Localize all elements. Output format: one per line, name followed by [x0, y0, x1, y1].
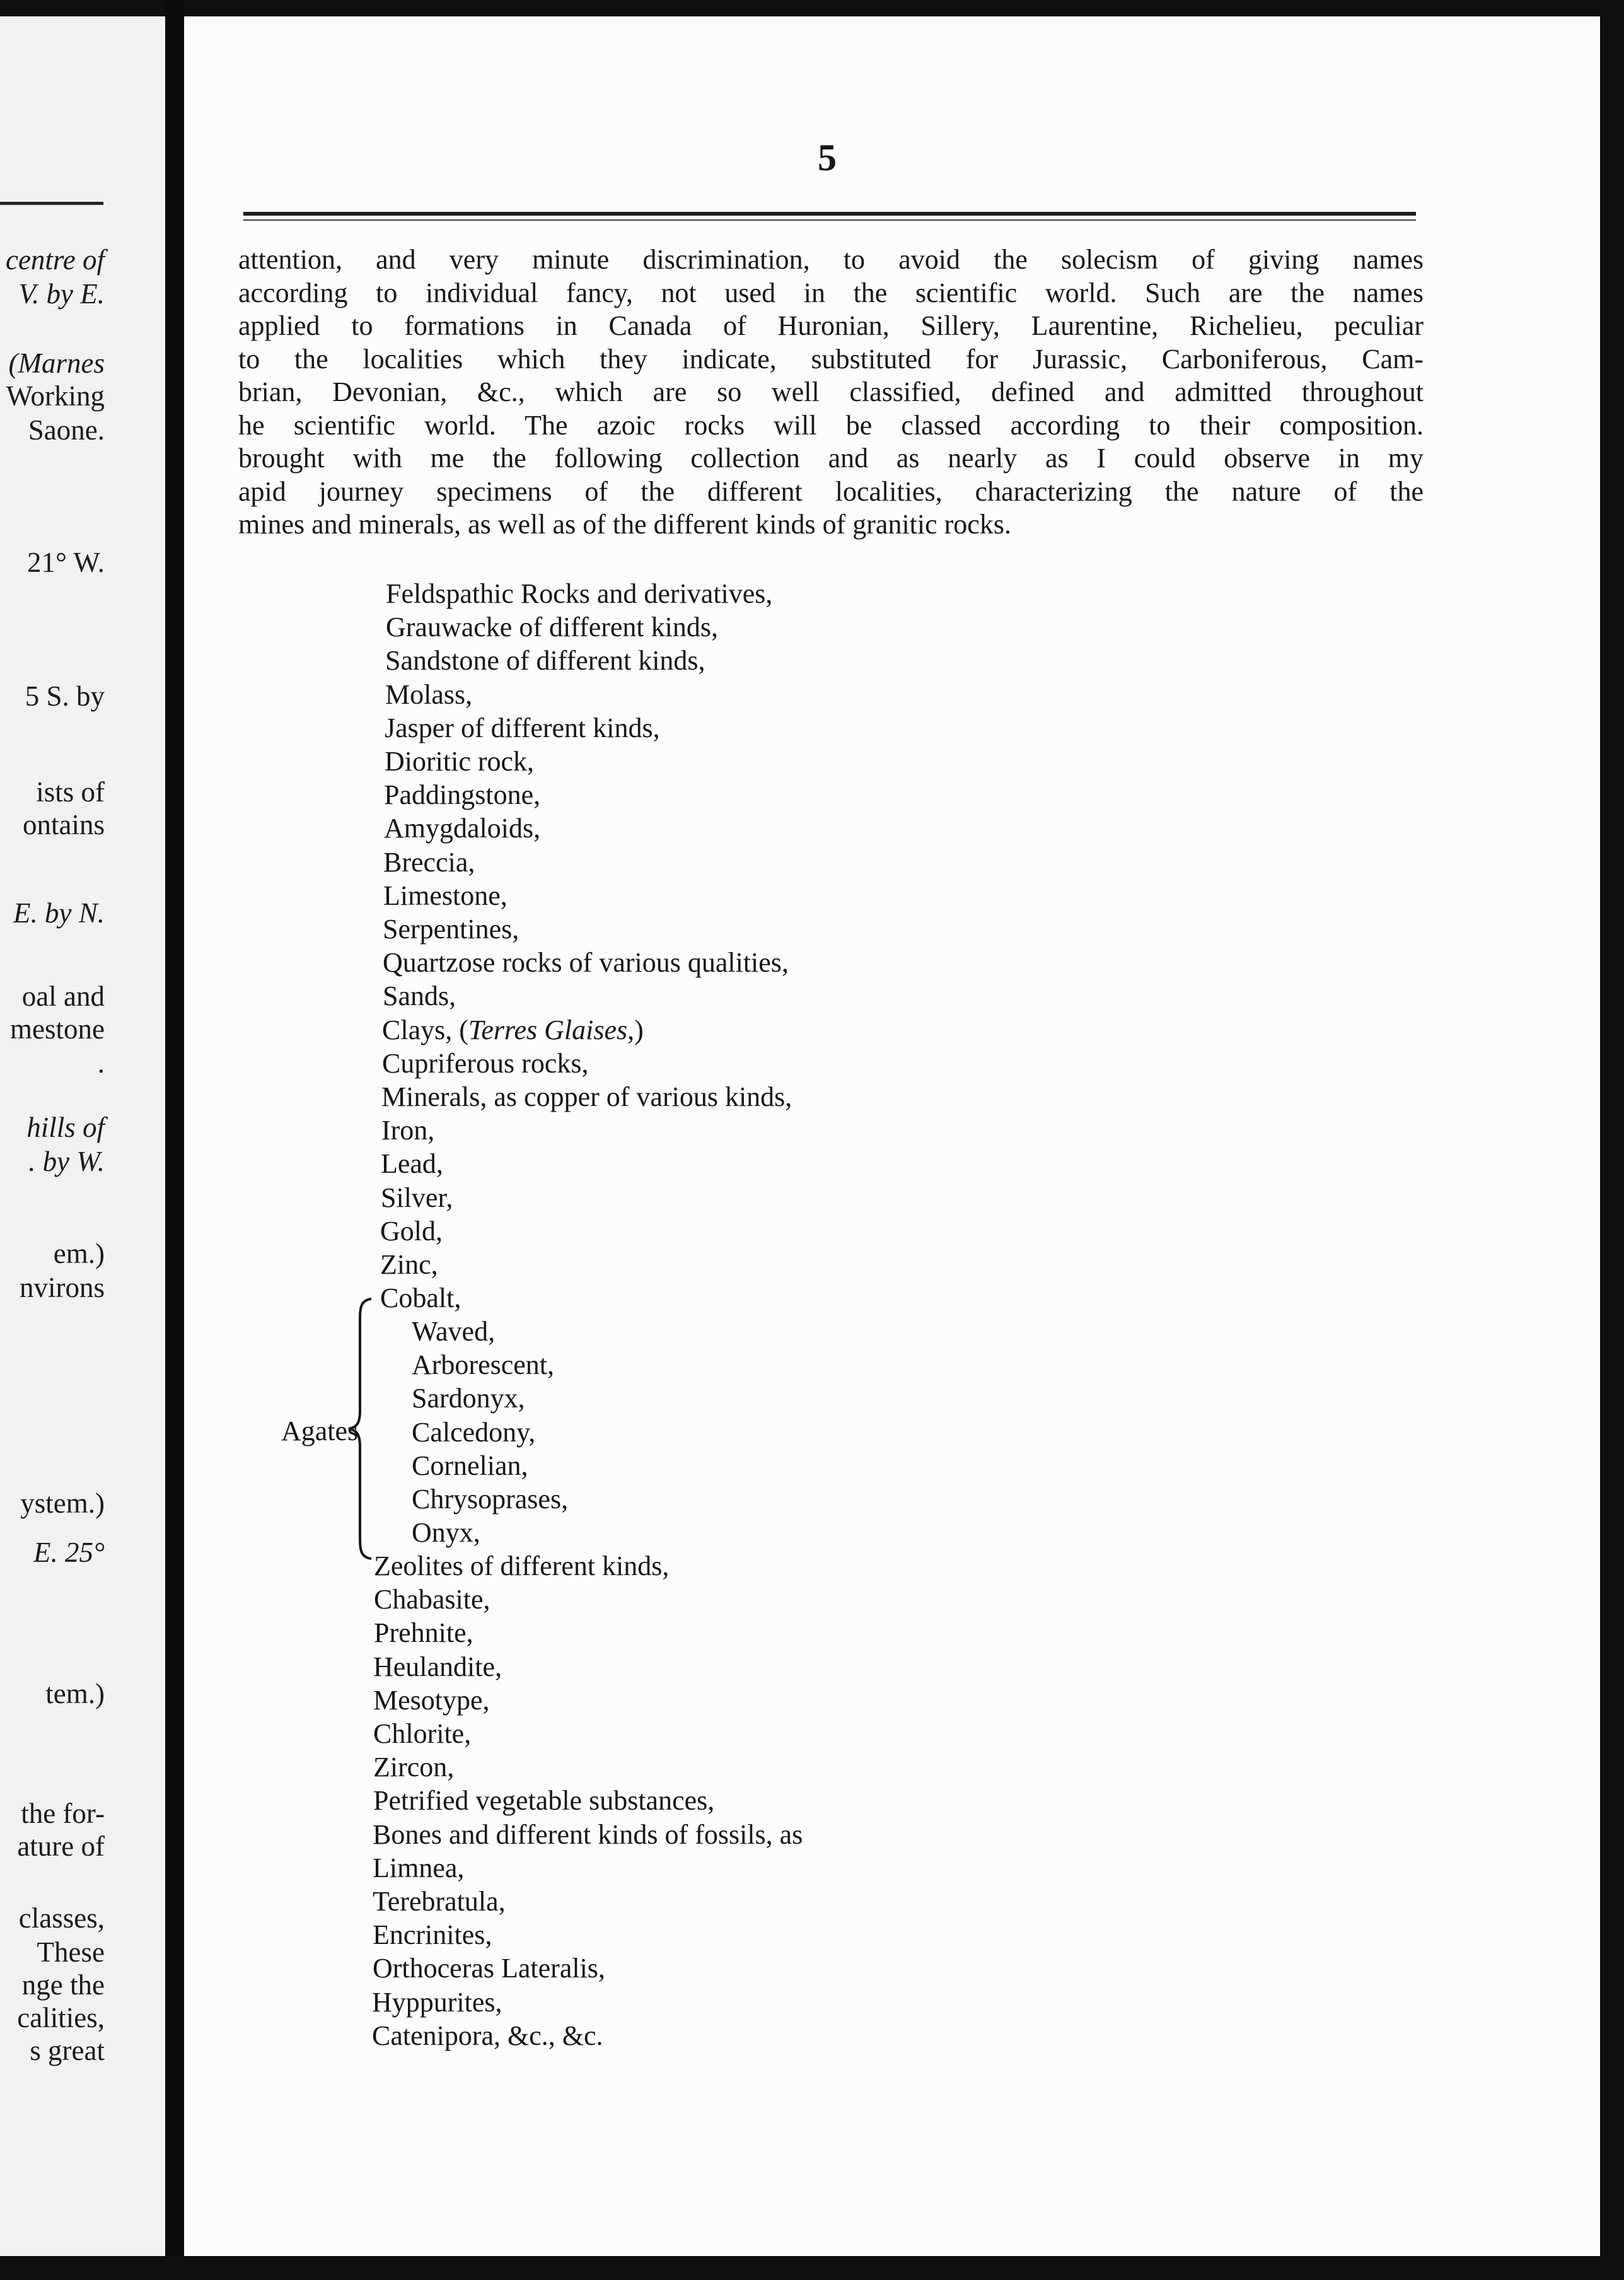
- previous-page-fragment: oal and: [21, 980, 105, 1012]
- specimen-list-item: Molass,: [385, 679, 473, 710]
- previous-page-fragment: Saone.: [28, 414, 105, 446]
- previous-page-fragment: the for-: [21, 1798, 105, 1829]
- specimen-list-item: Heulandite,: [373, 1651, 502, 1682]
- paragraph-line: to the localities which they indicate, substituted for Jurassic, Carboniferous, Cam-: [238, 343, 1424, 375]
- specimen-list-item: Bones and different kinds of fossils, as: [373, 1819, 803, 1850]
- specimen-list-item: Zircon,: [373, 1752, 455, 1783]
- specimen-list-item: Jasper of different kinds,: [385, 712, 660, 743]
- specimen-list-item: Onyx,: [412, 1517, 480, 1548]
- previous-page-fragment: Working: [6, 380, 105, 412]
- specimen-list-item: Petrified vegetable substances,: [373, 1785, 715, 1816]
- specimen-list-item: Arborescent,: [412, 1349, 555, 1380]
- specimen-list-item: Calcedony,: [412, 1417, 536, 1448]
- previous-page-fragment: V. by E.: [18, 278, 105, 310]
- previous-page-fragment: E. by N.: [13, 897, 105, 929]
- previous-page-fragment: nge the: [21, 1969, 105, 2001]
- paragraph-line: apid journey specimens of the different localities, characterizing the nature of the: [238, 475, 1424, 507]
- previous-page-fragment: em.): [53, 1238, 105, 1269]
- specimen-list-item: Clays, (Terres Glaises,): [382, 1015, 644, 1045]
- previous-page-fragment: ature of: [17, 1830, 105, 1862]
- specimen-list-item: Mesotype,: [373, 1685, 490, 1716]
- previous-page-fragment: classes,: [18, 1902, 105, 1934]
- paragraph-line: attention, and very minute discrimination, to avoid the solecism of giving names: [238, 244, 1424, 275]
- header-rule-thick: [243, 212, 1416, 216]
- previous-page-fragment: nvirons: [20, 1272, 105, 1303]
- specimen-list-item: Grauwacke of different kinds,: [386, 612, 718, 643]
- specimen-list-item: Limnea,: [373, 1852, 465, 1883]
- specimen-list-item: Feldspathic Rocks and derivatives,: [386, 578, 773, 609]
- paragraph-line: he scientific world. The azoic rocks will be classed according to their composition.: [238, 409, 1424, 441]
- previous-page-fragment: ists of: [36, 776, 105, 808]
- paragraph-line: mines and minerals, as well as of the different kinds of granitic rocks.: [238, 509, 1011, 540]
- specimen-list-item: Silver,: [381, 1182, 453, 1213]
- current-page: [184, 16, 1600, 2256]
- previous-page-fragment: These: [37, 1936, 105, 1968]
- previous-page-fragment: calities,: [17, 2002, 105, 2033]
- specimen-list-item: Serpentines,: [383, 914, 519, 945]
- specimen-list-item: Prehnite,: [374, 1617, 473, 1648]
- paragraph-line: according to individual fancy, not used in the scientific world. Such are the names: [238, 277, 1424, 308]
- previous-page-edge: [0, 16, 165, 2256]
- specimen-list-item: Iron,: [381, 1115, 435, 1146]
- specimen-list-item: Chabasite,: [374, 1584, 490, 1615]
- specimen-list-item: Sandstone of different kinds,: [385, 645, 705, 676]
- previous-page-fragment: s great: [30, 2035, 105, 2066]
- specimen-list-item: Dioritic rock,: [385, 746, 535, 777]
- specimen-list-item: Sands,: [383, 980, 456, 1011]
- previous-page-fragment: 5 S. by: [25, 680, 105, 712]
- book-gutter: [165, 0, 184, 2280]
- specimen-list-item: Terebratula,: [373, 1886, 506, 1917]
- specimen-list-item: Catenipora, &c., &c.: [372, 2020, 603, 2051]
- previous-page-header-rule: [0, 202, 103, 205]
- previous-page-fragment: (Marnes: [8, 347, 105, 379]
- previous-page-fragment: centre of: [5, 244, 105, 276]
- previous-page-fragment: hills of: [26, 1112, 105, 1143]
- previous-page-fragment: .: [97, 1047, 105, 1079]
- previous-page-fragment: ystem.): [20, 1487, 105, 1519]
- specimen-list-item: Zeolites of different kinds,: [374, 1550, 670, 1581]
- specimen-list-item: Sardonyx,: [412, 1383, 525, 1414]
- specimen-list-item: Cornelian,: [412, 1450, 528, 1481]
- specimen-list-item: Chlorite,: [373, 1718, 472, 1749]
- specimen-list-item: Amygdaloids,: [384, 813, 541, 844]
- specimen-list-item: Lead,: [381, 1148, 443, 1179]
- previous-page-fragment: . by W.: [28, 1146, 105, 1177]
- specimen-list-item: Chrysoprases,: [412, 1484, 569, 1515]
- specimen-list-item: Cupriferous rocks,: [382, 1048, 589, 1079]
- paragraph-line: brian, Devonian, &c., which are so well classified, defined and admitted throughout: [238, 376, 1424, 407]
- specimen-list-item: Gold,: [380, 1216, 443, 1247]
- agates-label: Agates: [281, 1416, 359, 1446]
- scan-border-right: [1600, 0, 1624, 2280]
- previous-page-fragment: E. 25°: [33, 1537, 105, 1568]
- specimen-list-item: Hyppurites,: [372, 1987, 502, 2018]
- scan-border-bottom: [0, 2256, 1624, 2280]
- previous-page-fragment: ontains: [23, 809, 105, 840]
- page-number: 5: [818, 137, 837, 178]
- specimen-list-item: Waved,: [412, 1316, 496, 1347]
- specimen-list-item: Encrinites,: [373, 1919, 492, 1950]
- specimen-list-item: Minerals, as copper of various kinds,: [381, 1081, 792, 1112]
- scan-border-top: [0, 0, 1624, 16]
- body-paragraph: [238, 243, 1424, 542]
- specimen-list-item: Cobalt,: [380, 1282, 461, 1313]
- paragraph-line: applied to formations in Canada of Huronian, Sillery, Laurentine, Richelieu, peculiar: [238, 310, 1424, 341]
- specimen-list-item: Quartzose rocks of various qualities,: [383, 947, 789, 978]
- specimen-list-item: Paddingstone,: [384, 779, 541, 810]
- specimen-list-item: Zinc,: [380, 1249, 438, 1280]
- previous-page-fragment: tem.): [45, 1678, 105, 1709]
- header-rule-thin: [243, 219, 1416, 221]
- paragraph-line: brought with me the following collection and as nearly as I could observe in my: [238, 443, 1424, 474]
- specimen-list-item: Breccia,: [383, 847, 475, 878]
- specimen-list-item: Orthoceras Lateralis,: [373, 1953, 605, 1984]
- specimen-list-item: Limestone,: [383, 880, 508, 911]
- previous-page-fragment: mestone: [10, 1013, 105, 1045]
- previous-page-fragment: 21° W.: [26, 547, 105, 578]
